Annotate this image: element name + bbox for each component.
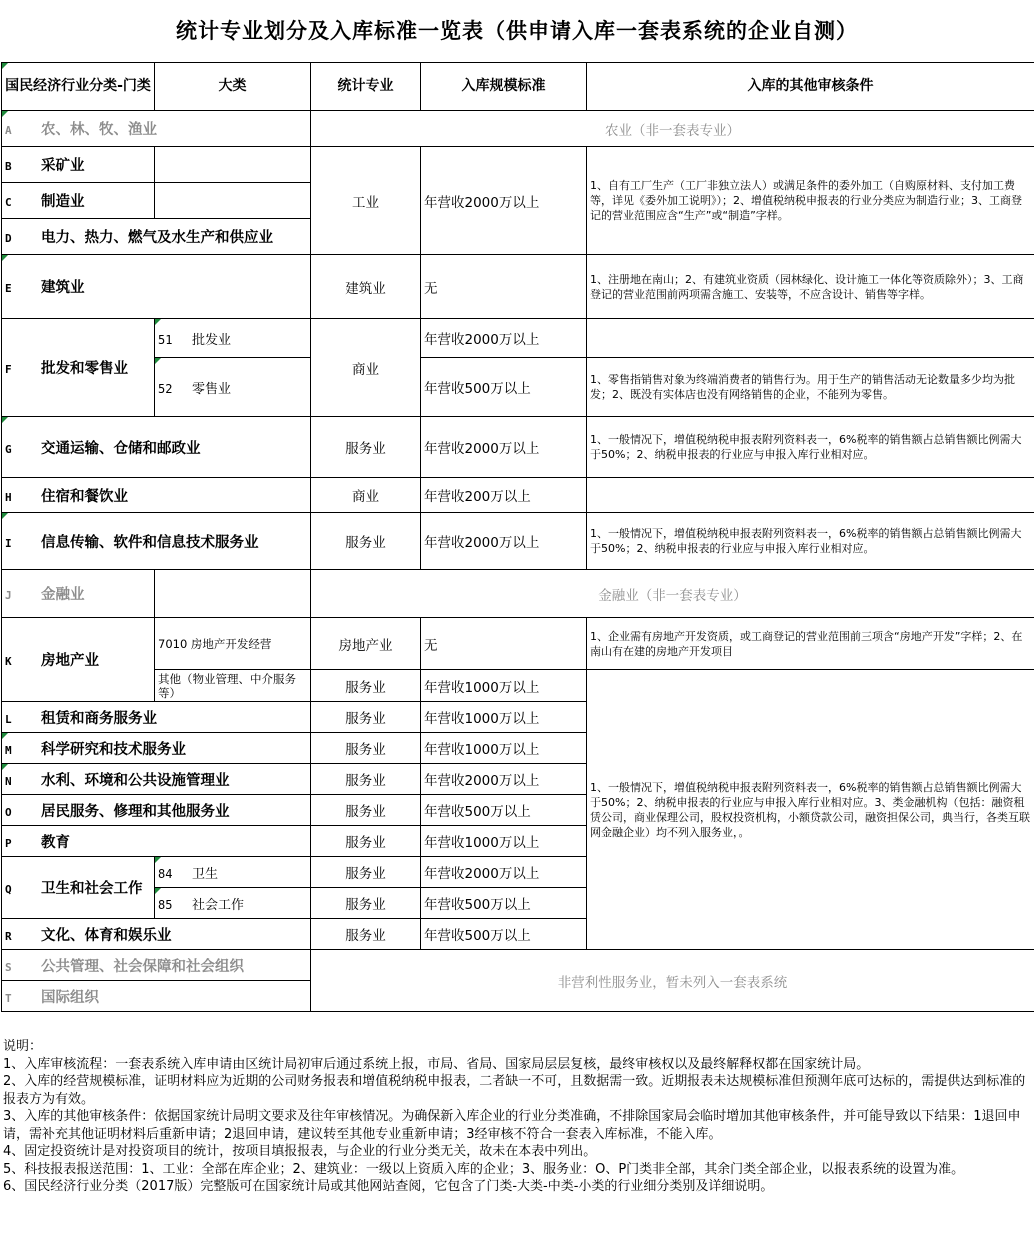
category-cell <box>2 702 311 733</box>
condition-cell <box>587 319 1034 358</box>
category-letter: O <box>5 805 12 819</box>
scale-cell: 年营收1000万以上 <box>421 670 587 702</box>
category-letter: I <box>5 536 12 550</box>
category-cell <box>2 417 311 478</box>
category-cell <box>2 570 155 618</box>
category-cell <box>2 219 311 255</box>
category-name: 金融业 <box>41 587 85 603</box>
scale-cell: 年营收2000万以上 <box>421 147 587 255</box>
header-major: 大类 <box>155 63 311 111</box>
category-cell <box>2 147 155 183</box>
scale-cell: 年营收500万以上 <box>421 919 587 950</box>
note-item: 2、入库的经营规模标准，证明材料应为近期的公司财务报表和增值税纳税申报表，二者缺一不可，且数据需一致。近期报表未达规模标准但预测年底可达标的，需提供达到标准的报表方为有效。 <box>3 1074 1026 1107</box>
specialty-cell: 商业 <box>311 319 421 417</box>
category-letter: E <box>5 282 12 295</box>
category-name: 采矿业 <box>41 158 85 174</box>
category-cell <box>2 795 311 826</box>
scale-cell: 年营收1000万以上 <box>421 826 587 857</box>
category-letter: J <box>5 589 12 602</box>
category-letter: G <box>5 442 12 456</box>
condition-cell: 1、注册地在南山；2、有建筑业资质（园林绿化、设计施工一体化等资质除外）；3、工商登记的营业范围前两项需含施工、安装等，不应含设计、销售等字样。 <box>587 255 1034 319</box>
category-name: 电力、热力、燃气及水生产和供应业 <box>41 230 273 246</box>
category-name: 教育 <box>41 834 70 851</box>
scale-cell: 年营收500万以上 <box>421 795 587 826</box>
condition-cell: 1、一般情况下，增值税纳税申报表附列资料表一，6%税率的销售额占总销售额比例需大于50%；2、纳税申报表的行业应与申报入库行业相对应。 <box>587 417 1034 478</box>
scale-cell: 年营收2000万以上 <box>421 857 587 888</box>
note-item: 4、固定投资统计是对投资项目的统计，按项目填报报表，与企业的行业分类无关，故未在本表中列出。 <box>3 1144 597 1159</box>
category-letter: L <box>5 712 12 726</box>
table-row <box>2 950 1034 981</box>
category-letter: C <box>5 196 12 209</box>
specialty-cell: 服务业 <box>311 888 421 919</box>
condition-cell: 1、一般情况下，增值税纳税申报表附列资料表一，6%税率的销售额占总销售额比例需大于50%；2、纳税申报表的行业应与申报入库行业相对应。 <box>587 513 1034 570</box>
specialty-cell: 服务业 <box>311 513 421 570</box>
category-name: 交通运输、仓储和邮政业 <box>41 440 201 457</box>
category-name: 水利、环境和公共设施管理业 <box>41 772 230 789</box>
category-cell <box>2 981 311 1012</box>
category-name: 制造业 <box>41 194 85 210</box>
table-row <box>2 417 1034 478</box>
specialty-cell: 服务业 <box>311 417 421 478</box>
category-letter: P <box>5 836 12 850</box>
category-name: 公共管理、社会保障和社会组织 <box>41 958 244 975</box>
subcategory-name: 零售业 <box>192 381 232 397</box>
header-other: 入库的其他审核条件 <box>587 63 1034 111</box>
table-row <box>2 478 1034 513</box>
table-row <box>2 570 1034 618</box>
category-cell <box>2 950 311 981</box>
header-row <box>2 63 1034 111</box>
category-name: 居民服务、修理和其他服务业 <box>41 803 230 820</box>
subcategory-name: 社会工作 <box>192 897 245 913</box>
note-item: 6、国民经济行业分类（2017版）完整版可在国家统计局或其他网站查阅，它包含了门类-大类-中类-小类的行业细分类别及详细说明。 <box>3 1179 774 1194</box>
category-letter: K <box>5 655 12 668</box>
condition-cell: 1、企业需有房地产开发资质，或工商登记的营业范围前三项含“房地产开发”字样；2、在南山有在建的房地产开发项目 <box>587 618 1034 670</box>
category-name: 信息传输、软件和信息技术服务业 <box>41 534 259 551</box>
table-row <box>2 670 1034 702</box>
scale-cell: 年营收200万以上 <box>421 478 587 513</box>
scale-cell: 无 <box>421 618 587 670</box>
subcategory-name: 卫生 <box>192 866 219 882</box>
subcategory-code: 85 <box>158 897 173 912</box>
specialty-cell: 服务业 <box>311 733 421 764</box>
category-name: 农、林、牧、渔业 <box>41 122 157 138</box>
table-row <box>2 513 1034 570</box>
condition-cell: 1、自有工厂生产（工厂非独立法人）或满足条件的委外加工（自购原材料、支付加工费等，详见《委外加工说明》）；2、增值税纳税申报表的行业分类应为制造行业；3、工商登记的营业范围应含“生产”或“制造”字样。 <box>587 147 1034 255</box>
category-cell <box>2 919 311 950</box>
category-letter: N <box>5 774 12 788</box>
category-cell <box>2 183 155 219</box>
specialty-cell: 建筑业 <box>311 255 421 319</box>
category-name: 卫生和社会工作 <box>41 881 143 897</box>
subcategory-code: 52 <box>158 381 173 396</box>
category-letter: A <box>5 124 12 137</box>
major-cell <box>155 147 311 183</box>
category-cell <box>2 733 311 764</box>
category-letter: D <box>5 232 12 245</box>
condition-cell: 1、零售指销售对象为终端消费者的销售行为。用于生产的销售活动无论数量多少均为批发；2、既没有实体店也没有网络销售的企业，不能列为零售。 <box>587 358 1034 417</box>
category-cell <box>2 826 311 857</box>
category-note: 金融业（非一套表专业） <box>311 570 1034 618</box>
category-name: 批发和零售业 <box>41 361 128 377</box>
specialty-cell: 服务业 <box>311 857 421 888</box>
scale-cell: 年营收2000万以上 <box>421 764 587 795</box>
note-item: 1、入库审核流程：一套表系统入库申请由区统计局初审后通过系统上报，市局、省局、国家局层层复核，最终审核权以及最终解释权都在国家统计局。 <box>3 1056 870 1072</box>
subcategory-cell <box>155 857 311 888</box>
category-letter: H <box>5 490 12 504</box>
category-cell <box>2 478 311 513</box>
subcategory-code: 84 <box>158 866 173 881</box>
scale-cell: 年营收2000万以上 <box>421 513 587 570</box>
subcategory-cell: 其他（物业管理、中介服务等） <box>155 670 311 702</box>
category-letter: R <box>5 929 12 943</box>
category-letter: S <box>5 960 12 974</box>
category-cell <box>2 618 155 702</box>
header-specialty: 统计专业 <box>311 63 421 111</box>
table-row <box>2 358 1034 417</box>
category-cell <box>2 319 155 417</box>
header-industry: 国民经济行业分类-门类 <box>2 63 155 111</box>
subcategory-cell: 7010 房地产开发经营 <box>155 618 311 670</box>
category-letter: M <box>5 743 12 757</box>
category-name: 房地产业 <box>41 653 99 669</box>
subcategory-code: 51 <box>158 332 173 347</box>
subcategory-cell <box>155 358 311 417</box>
page-title: 统计专业划分及入库标准一览表（供申请入库一套表系统的企业自测） <box>176 19 858 43</box>
specialty-cell: 服务业 <box>311 795 421 826</box>
category-letter: Q <box>5 883 12 896</box>
subcategory-name: 批发业 <box>192 332 232 348</box>
category-name: 科学研究和技术服务业 <box>41 741 186 758</box>
category-name: 租赁和商务服务业 <box>41 710 157 727</box>
category-note: 非营利性服务业，暂未列入一套表系统 <box>311 950 1034 1012</box>
specialty-cell: 服务业 <box>311 702 421 733</box>
subcategory-cell <box>155 888 311 919</box>
category-letter: B <box>5 160 12 173</box>
specialty-cell: 服务业 <box>311 826 421 857</box>
notes-heading: 说明： <box>3 1039 43 1054</box>
table-row <box>2 319 1034 358</box>
table-row <box>2 147 1034 183</box>
category-cell <box>2 111 311 147</box>
category-cell <box>2 764 311 795</box>
table-row <box>2 255 1034 319</box>
scale-cell: 年营收500万以上 <box>421 888 587 919</box>
note-item: 3、入库的其他审核条件：依据国家统计局明文要求及往年审核情况。为确保新入库企业的行业分类准确，不排除国家局会临时增加其他审核条件，并可能导致以下结果：1退回申请，需补充其他证明材料后重新申请；2退回申请，建议转至其他专业重新申请；3经审核不符合一套表入库标准，不能入库。 <box>3 1109 1021 1142</box>
condition-cell <box>587 478 1034 513</box>
category-name: 住宿和餐饮业 <box>41 488 128 505</box>
category-letter: T <box>5 991 12 1005</box>
note-item: 5、科技报表报送范围：1、工业：全部在库企业；2、建筑业：一级以上资质入库的企业；3、服务业：O、P门类非全部，其余门类全部企业，以报表系统的设置为准。 <box>3 1161 965 1177</box>
scale-cell: 年营收500万以上 <box>421 358 587 417</box>
category-letter: F <box>5 363 12 376</box>
specialty-cell: 房地产业 <box>311 618 421 670</box>
specialty-cell: 服务业 <box>311 764 421 795</box>
scale-cell: 年营收2000万以上 <box>421 319 587 358</box>
table-row <box>2 111 1034 147</box>
category-name: 文化、体育和娱乐业 <box>41 927 172 944</box>
scale-cell: 年营收1000万以上 <box>421 733 587 764</box>
specialty-cell: 服务业 <box>311 670 421 702</box>
category-name: 建筑业 <box>41 280 85 296</box>
specialty-cell: 服务业 <box>311 919 421 950</box>
notes-section <box>3 1038 1031 1196</box>
scale-cell: 年营收1000万以上 <box>421 702 587 733</box>
scale-cell: 年营收2000万以上 <box>421 417 587 478</box>
category-cell <box>2 255 311 319</box>
specialty-cell: 工业 <box>311 147 421 255</box>
category-cell <box>2 857 155 919</box>
major-cell <box>155 570 311 618</box>
major-cell <box>155 183 311 219</box>
header-scale: 入库规模标准 <box>421 63 587 111</box>
category-cell <box>2 513 311 570</box>
scale-cell: 无 <box>421 255 587 319</box>
category-note: 农业（非一套表专业） <box>311 111 1034 147</box>
category-name: 国际组织 <box>41 989 99 1006</box>
standards-table <box>1 62 1034 1012</box>
table-row <box>2 618 1034 670</box>
specialty-cell: 商业 <box>311 478 421 513</box>
condition-cell: 1、一般情况下，增值税纳税申报表附列资料表一，6%税率的销售额占总销售额比例需大于50%；2、纳税申报表的行业应与申报入库行业相对应。3、类金融机构（包括：融资租赁公司，商业保理公司，股权投资机构，小额贷款公司，融资担保公司，典当行，各类互联网金融企业）均不列入服务业，。 <box>587 670 1034 950</box>
subcategory-cell <box>155 319 311 358</box>
